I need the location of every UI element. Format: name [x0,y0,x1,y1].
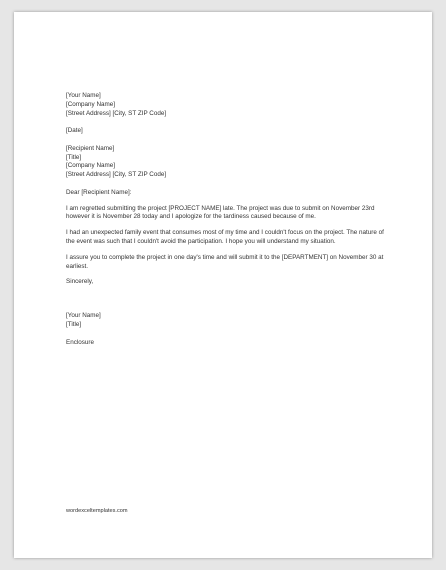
letter-body [66,92,388,347]
paragraph-1: I am regretted submitting the project [PROJECT NAME] late. The project was due to submit on November 23rd however it is November 28 today and I apologize for the tardiness caused because of me. [66,204,375,221]
enclosure-label: Enclosure [66,338,95,346]
signature-block [66,312,388,330]
recipient-company: [Company Name] [66,162,115,170]
signature-name: [Your Name] [66,312,101,320]
paragraph-2: I had an unexpected family event that consumes most of my time and I couldn't focus on the project. The nature of the event was such that I couldn't avoid the participation. I hope you will understand my situation. [66,229,384,245]
letter-page [14,12,432,558]
sender-address [66,92,388,118]
sender-street: [Street Address] [City, ST ZIP Code] [66,109,167,117]
letter-date-block [66,127,388,136]
footer-website: wordexceltemplates.com [66,508,128,514]
sender-company: [Company Name] [66,100,115,108]
recipient-address [66,145,388,180]
closing: Sincerely, [66,278,94,286]
paragraph-3: I assure you to complete the project in one day's time and will submit it to the [DEPARTMENT] on November 30 at earliest. [66,253,384,270]
recipient-name: [Recipient Name] [66,144,115,152]
recipient-title: [Title] [66,153,82,161]
recipient-street: [Street Address] [City, ST ZIP Code] [66,171,167,179]
sender-name: [Your Name] [66,92,101,99]
salutation: Dear [Recipient Name]: [66,188,132,196]
signature-title: [Title] [66,320,82,328]
letter-date: [Date] [66,127,83,135]
